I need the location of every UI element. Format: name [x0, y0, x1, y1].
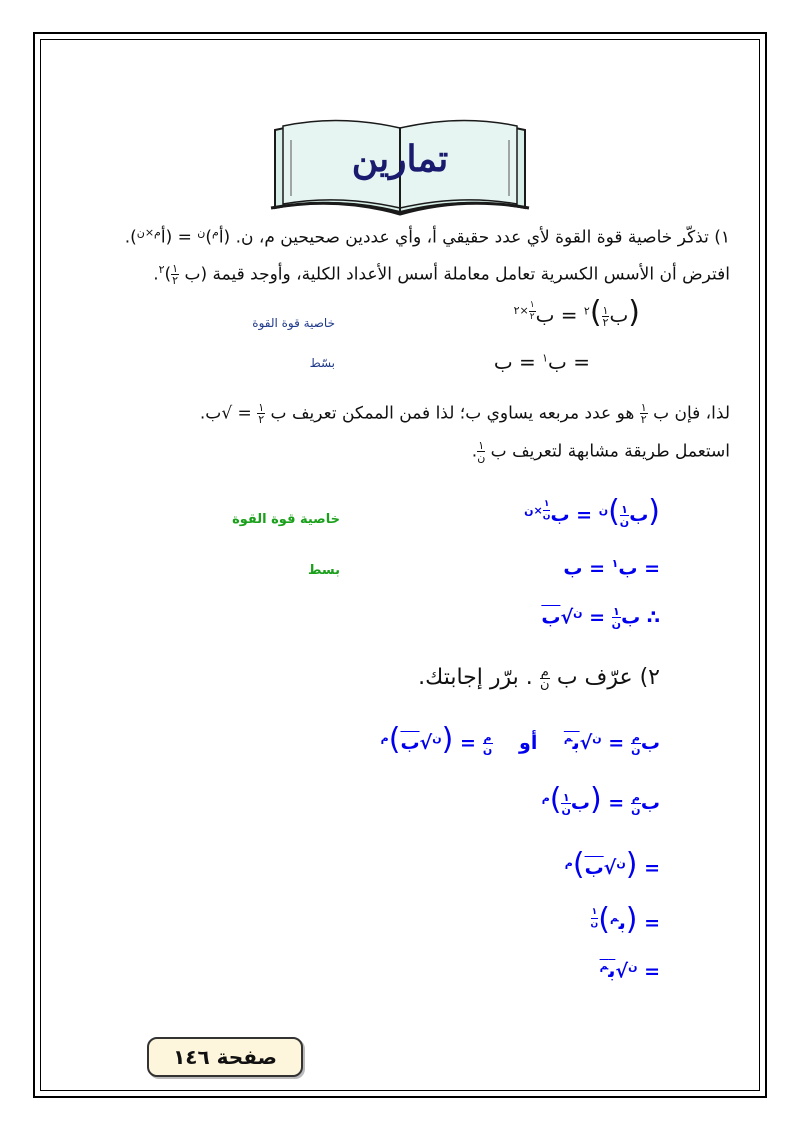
ans-step2: = ب$^١$ = ب — [563, 557, 660, 580]
page-number: صفحة ١٤٦ — [173, 1045, 277, 1069]
or-label: أو — [519, 732, 538, 754]
note-power-rule: خاصية قوة القوة — [252, 316, 335, 330]
ex1-step2: = ب$^١$ = ب — [493, 350, 590, 374]
ex2-step4: = $^ن$√ب$^م$ — [599, 960, 660, 983]
ex2-step1: ب $\frac{\text{م}}{\text{ن}}$ = (ب $\frac{١}{\text{ن}}$ )$^م$ — [541, 782, 660, 817]
ex2-step2: = ($^ن$√ب)$^م$ — [564, 847, 660, 882]
ex1-line3: لذا، فإن ب $\frac{١}{٢}$ هو عدد مربعه يساوي ب؛ لذا فمن الممكن تعريف ب $\frac{١}{٢}$ = √ب. — [199, 401, 730, 426]
ex2-line1: ٢) عرّف ب $\frac{\text{م}}{\text{ن}}$ . برّر إجابتك. — [418, 664, 660, 692]
ex1-line4: استعمل طريقة مشابهة لتعريف ب $\frac{١}{\text{ن}}$ . — [471, 439, 730, 464]
ex2-step3: = (ب$^م$) $^{\frac{١}{\text{ن}}}$ — [590, 902, 660, 937]
ex1-line2: افترض أن الأسس الكسرية تعامل معاملة أسس الأعداد الكلية، وأوجد قيمة (ب $\frac{١}{٢}$ )$^٢$. — [153, 262, 730, 288]
ans-step1: (ب $\frac{١}{\text{ن}}$ )$^ن$ = ب $^{\frac{١}{\text{ن}} \times ن}$ — [524, 494, 660, 529]
ans-note-power: خاصية قوة القوة — [232, 512, 340, 527]
ex2-def: ب $\frac{\text{م}}{\text{ن}}$ = $^ن$√ب$^م$ أو $\frac{\text{م}}{\text{ن}}$ = ($^ن$√ب)$^م$ — [380, 722, 660, 757]
ex1-line1: ١) تذكّر خاصية قوة القوة لأي عدد حقيقي أ، وأي عددين صحيحين م، ن. (أ$^م$)$^ن$ = (أ$^{م\times ن}$). — [124, 226, 730, 248]
ans-note-simplify: بسط — [307, 563, 340, 578]
ex1-step1: (ب $\frac{١}{٢}$ )$^٢$ = ب $^{\frac{١}{٢} \times ٢}$ — [513, 295, 640, 330]
page-title: تمارين — [351, 138, 449, 180]
note-simplify: بسّط — [309, 356, 335, 370]
page-number-badge — [147, 1037, 303, 1077]
ans-conclusion: ∴ ب $\frac{١}{\text{ن}}$ = $^ن$√ب — [541, 605, 660, 631]
